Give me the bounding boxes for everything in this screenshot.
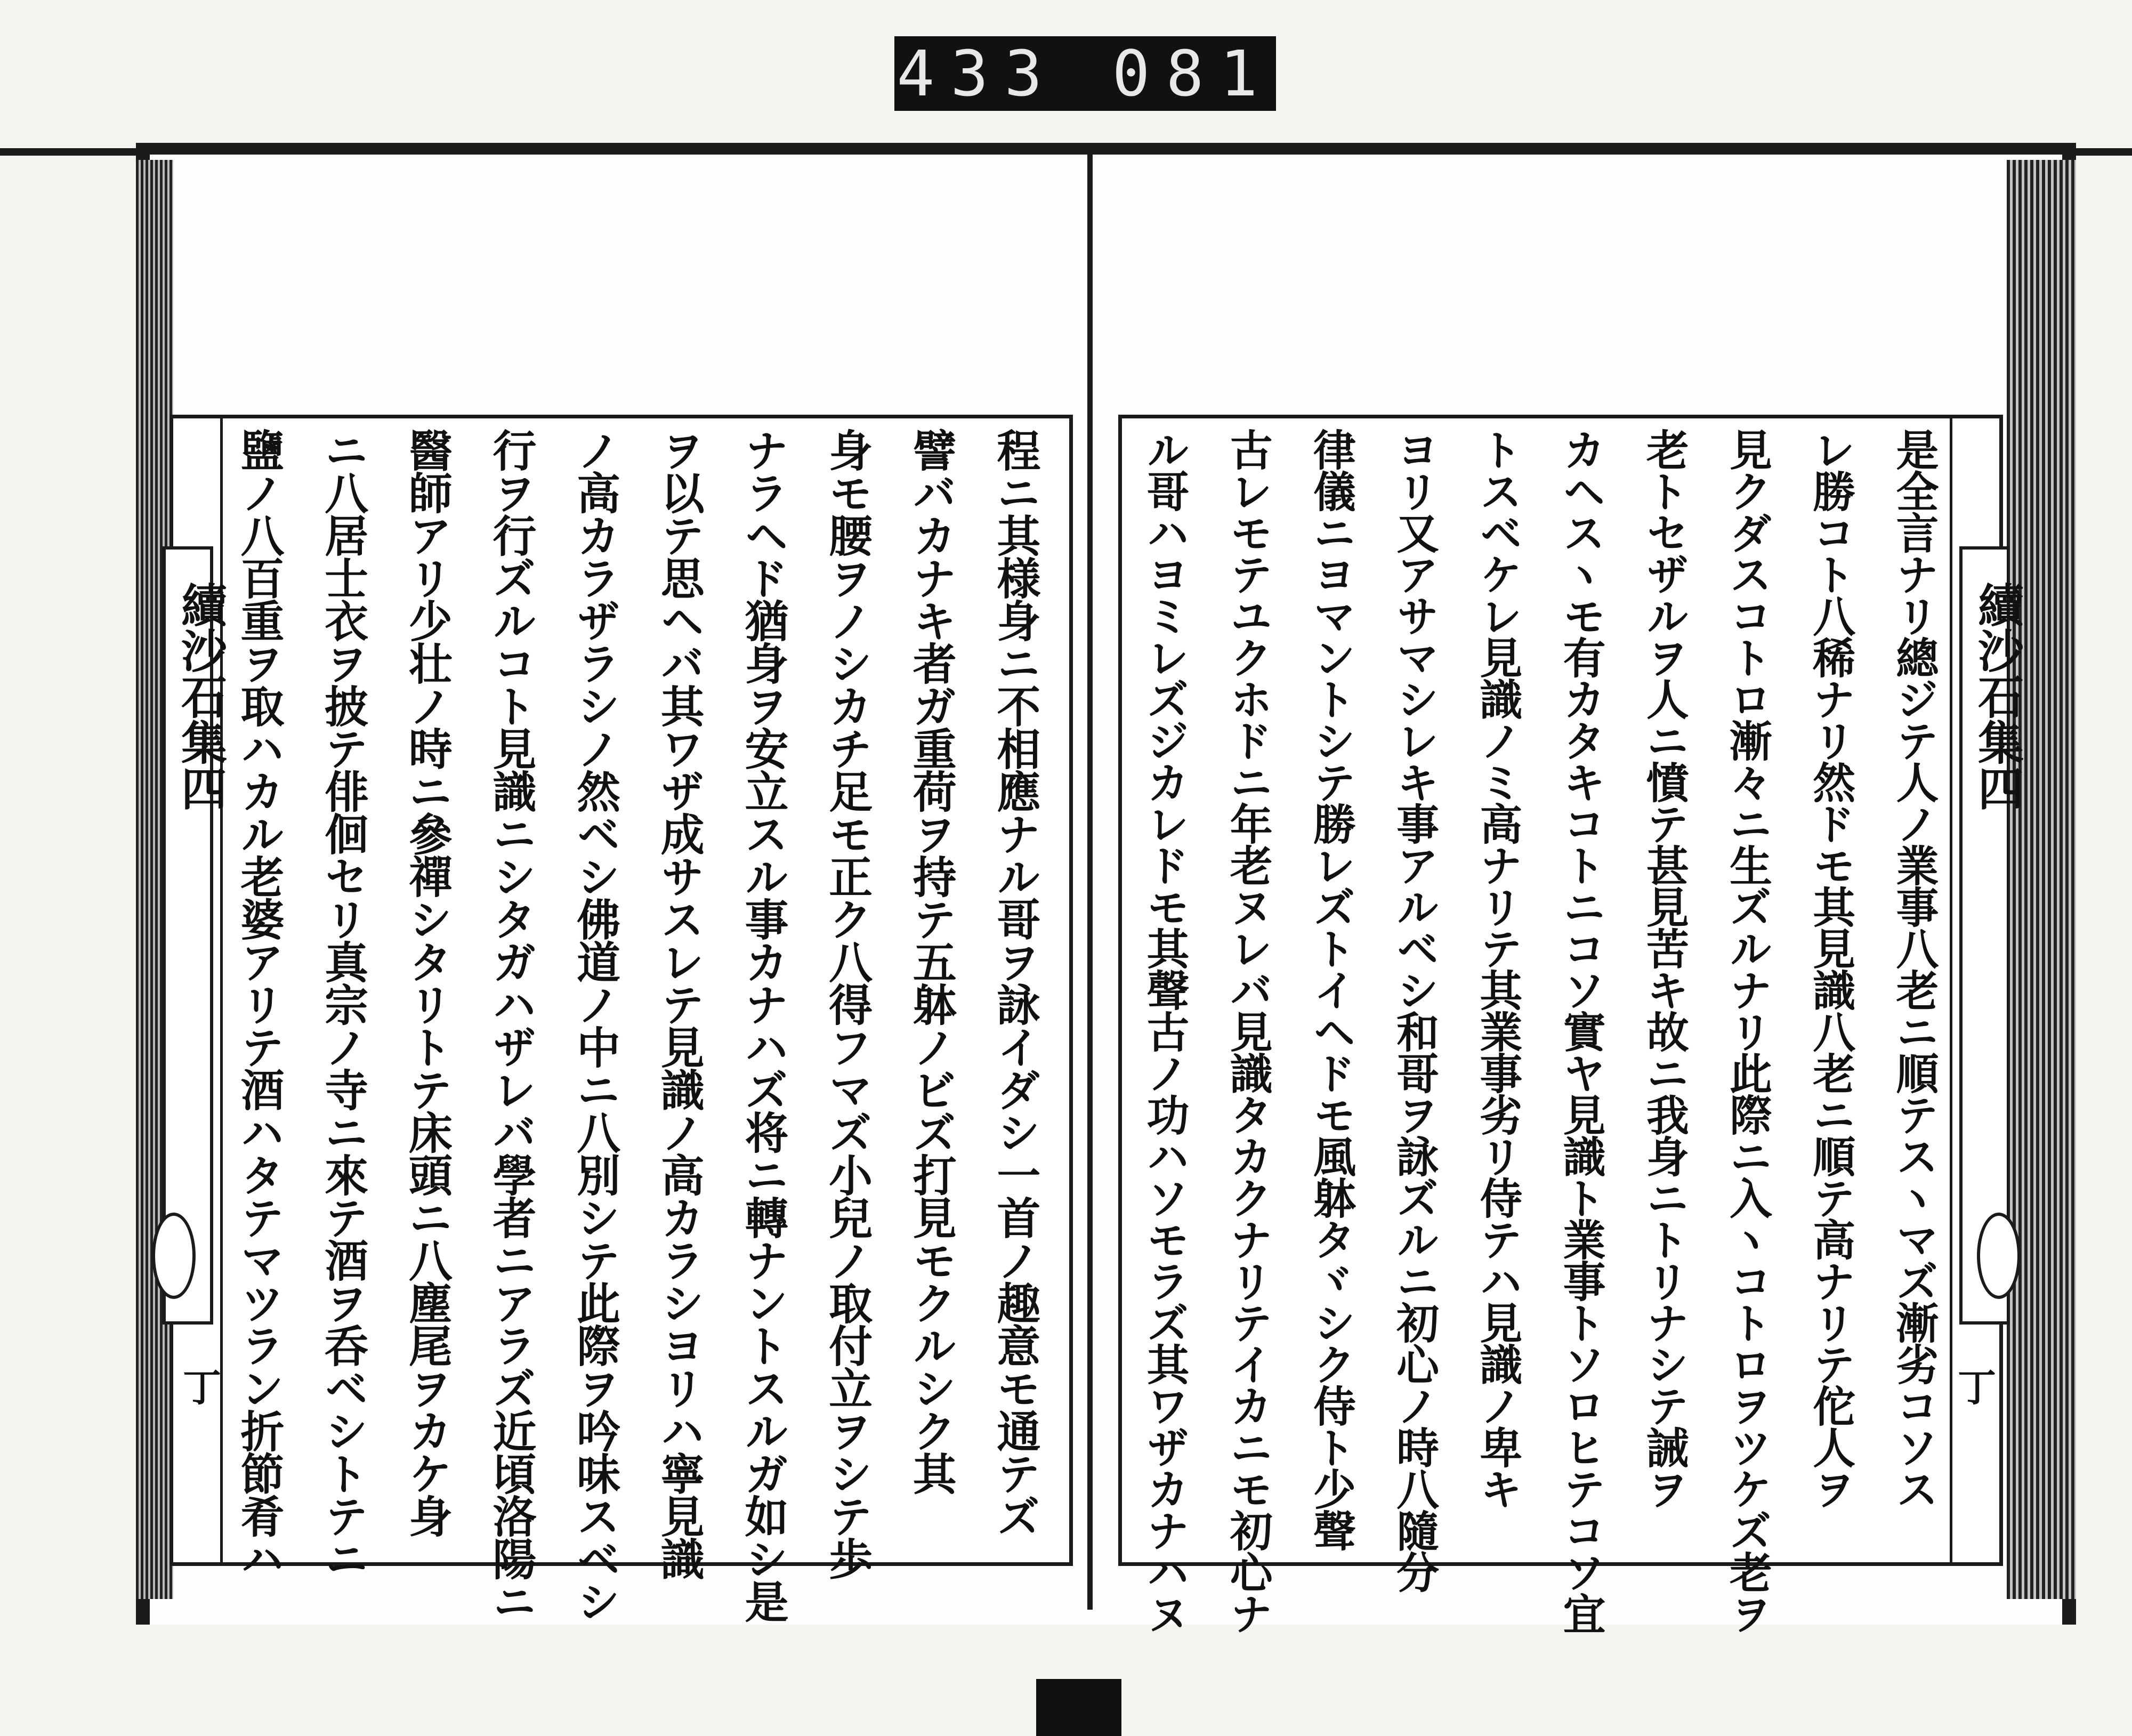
right-page-column: ヨリ又アサマシレキ事アルベシ和哥ヲ詠ズルニ初心ノ時八隨分 (1389, 428, 1440, 1592)
film-frame-label: 433 081 (894, 36, 1276, 111)
left-page-column: 醫師アリ少壮ノ時ニ參禪シタリトテ床頭ニ八塵尾ヲカケ身 (401, 428, 453, 1537)
right-page-column: 是全言ナリ總ジテ人ノ業事八老ニ順テスヽマズ漸劣コソス (1888, 428, 1939, 1509)
left-page-title-slip (163, 546, 227, 1325)
right-page-number: 丁 (1951, 1367, 1997, 1406)
left-page-text (233, 428, 1041, 1622)
left-page-column: 行ヲ行ズルコト見識ニシタガハザレバ學者ニアラズ近頃洛陽ニ (485, 428, 537, 1622)
right-page-title: 續沙石集四 (1970, 582, 2024, 811)
left-page-number: 丁 (176, 1367, 222, 1406)
left-page-frame (169, 415, 1073, 1622)
left-page-notch (152, 1213, 196, 1299)
right-page-notch (1977, 1213, 2021, 1299)
right-page-column: 古レモテユクホドニ年老ヌレバ見識タカクナリテイカニモ初心ナ (1223, 428, 1273, 1634)
right-page-title-slip (1959, 546, 2024, 1325)
right-page-text (1140, 428, 1939, 1634)
left-page-title: 續沙石集四 (173, 582, 227, 811)
spine-block (1036, 1679, 1121, 1736)
left-page-column: ナラヘド猶身ヲ安立スル事カナハズ将ニ轉ナントスルガ如シ是 (737, 428, 789, 1622)
fore-edge-right (2007, 160, 2076, 1599)
right-page-column: トスベケレ見識ノミ高ナリテ其業事劣リ侍テハ見識ノ卑キ (1472, 428, 1523, 1509)
right-page-column: カヘスヽモ有カタキコトニコソ實ヤ見識ト業事トソロヒテコソ宜 (1556, 428, 1606, 1634)
left-page-column: ヲ以テ思ヘバ其ワザ成サスレテ見識ノ高カラシヨリハ寧見識 (653, 428, 705, 1579)
right-page-column: レ勝コト八稀ナリ然ドモ其見識八老ニ順テ高ナリテ佗人ヲ (1805, 428, 1856, 1509)
left-page-column: 譬バカナキ者ガ重荷ヲ持テ五躰ノビズ打見モクルシク其 (906, 428, 957, 1494)
right-page-column: 律儀ニヨマントシテ勝レズトイヘドモ風躰タヾシク侍ト少聲 (1306, 428, 1356, 1551)
left-page-column: ニ八居士衣ヲ披テ俳佪セリ真宗ノ寺ニ來テ酒ヲ呑ベシトテニ (317, 428, 369, 1579)
right-page-column: 見クダスコトロ漸々ニ生ズルナリ此際ニ入ヽコトロヲツケズ老ヲ (1722, 428, 1773, 1634)
right-page-column: ル哥ハヨミレズジカレドモ其聲古ノ功ハソモラズ其ワザカナハヌ (1140, 428, 1190, 1634)
right-page-frame (1118, 415, 2024, 1634)
gutter-line (1087, 155, 1093, 1610)
left-page-column: 鹽ノ八百重ヲ取ハカル老婆アリテ酒ハタテマツラン折節肴ハ (233, 428, 285, 1579)
left-page-column: 身モ腰ヲノシカチ足モ正ク八得フマズ小兒ノ取付立ヲシテ歩 (821, 428, 873, 1579)
right-page-column: 老トセザルヲ人ニ憤テ甚見苦キ故ニ我身ニトリナシテ誡ヲ (1639, 428, 1690, 1509)
left-page-column: 程ニ其様身ニ不相應ナル哥ヲ詠イダシ一首ノ趣意モ通テズ (989, 428, 1041, 1537)
left-page-column: ノ高カラザラシノ然ベシ佛道ノ中ニ八別シテ此際ヲ吟味スベシ (569, 428, 621, 1622)
